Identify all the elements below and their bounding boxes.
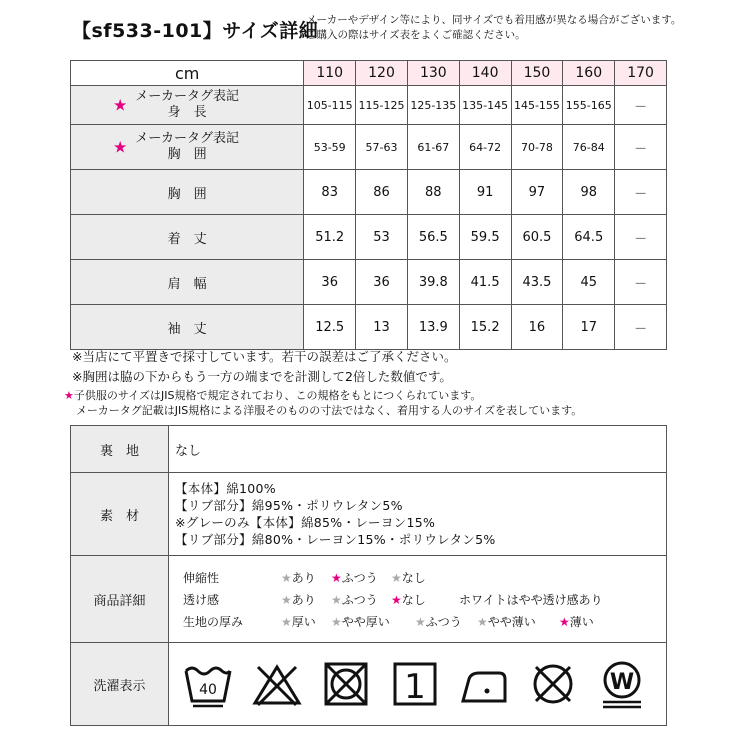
- top-note: メーカーやデザイン等により、同サイズでも着用感が異なる場合がございます。 ご購入の際はサイズ表をよくご確認ください。: [306, 14, 682, 41]
- row-label: ★ メーカータグ表記 胸 囲: [71, 125, 304, 170]
- lining-label: 裏 地: [71, 426, 169, 473]
- star-icon: ★: [391, 592, 402, 607]
- wash-40-icon: [183, 659, 233, 709]
- size-table: [70, 60, 667, 350]
- table-row: ★ メーカータグ表記 胸 囲 53-59 57-63 61-67 64-72 70-78 76-84 －: [71, 125, 667, 170]
- table-row: 袖 丈 12.5 13 13.9 15.2 16 17 －: [71, 305, 667, 350]
- star-icon: ★: [281, 614, 292, 629]
- material-value: 【本体】綿100% 【リブ部分】綿95%・ポリウレタン5% ※グレーのみ【本体】綿85%・レーヨン15% 【リブ部分】綿80%・レーヨン15%・ポリウレタン5%: [169, 473, 667, 556]
- star-icon: ★: [113, 137, 128, 157]
- star-icon: ★: [477, 614, 488, 629]
- star-icon: ★: [331, 570, 342, 585]
- star-icon: ★: [331, 614, 342, 629]
- detail-table: [70, 425, 667, 726]
- star-icon: ★: [113, 95, 128, 115]
- star-icon: ★: [559, 614, 570, 629]
- care-label: 洗濯表示: [71, 643, 169, 726]
- wet-clean-icon: [597, 659, 647, 709]
- size-170: 170: [615, 61, 667, 86]
- stretch-line: 伸縮性 ★あり ★ふつう ★なし: [183, 570, 426, 585]
- page-title: 【sf533-101】サイズ詳細: [72, 20, 319, 42]
- size-120: 120: [356, 61, 408, 86]
- svg-text:40: 40: [199, 682, 217, 698]
- star-icon: ★: [391, 570, 402, 585]
- product-detail-label: 商品詳細: [71, 556, 169, 643]
- line-dry-icon: [390, 659, 440, 709]
- size-header-row: [71, 61, 667, 86]
- star-icon: ★: [281, 570, 292, 585]
- star-icon: ★: [281, 592, 292, 607]
- measurement-notes: ※当店にて平置きで採寸しています。若干の誤差はご了承ください。 ※胸囲は脇の下からもう一方の端までを計測して2倍した数値です。: [72, 349, 457, 384]
- care-icons: [169, 643, 667, 726]
- size-150: 150: [511, 61, 563, 86]
- row-label: ★ メーカータグ表記 身 長: [71, 86, 304, 125]
- size-110: 110: [304, 61, 356, 86]
- product-detail-value: [169, 556, 667, 643]
- sheerness-line: 透け感 ★あり ★ふつう ★なし ホワイトはやや透け感あり: [183, 592, 603, 607]
- jis-notes: ★子供服のサイズはJIS規格で規定されており、この規格をもとにつくられています。 メーカータグ記載はJIS規格による洋服そのものの寸法ではなく、着用する人のサイズを表しています。: [64, 389, 583, 417]
- material-row: [71, 473, 667, 556]
- lining-row: [71, 426, 667, 473]
- lining-value: なし: [169, 426, 667, 473]
- svg-text:W: W: [609, 670, 635, 695]
- table-row: ★ メーカータグ表記 身 長 105-115 115-125 125-135 135-145 145-155 155-165 －: [71, 86, 667, 125]
- size-160: 160: [563, 61, 615, 86]
- unit-cell: cm: [71, 61, 304, 86]
- no-tumble-dry-icon: [321, 659, 371, 709]
- star-icon: ★: [331, 592, 342, 607]
- thickness-line: 生地の厚み ★厚い ★やや厚い ★ふつう ★やや薄い ★薄い: [183, 614, 594, 629]
- star-icon: ★: [415, 614, 426, 629]
- iron-low-icon: [459, 659, 509, 709]
- no-bleach-icon: [252, 659, 302, 709]
- product-detail-row: [71, 556, 667, 643]
- table-row: 肩 幅 36 36 39.8 41.5 43.5 45 －: [71, 260, 667, 305]
- size-140: 140: [459, 61, 511, 86]
- care-row: [71, 643, 667, 726]
- svg-text:1: 1: [404, 667, 426, 707]
- table-row: 着 丈 51.2 53 56.5 59.5 60.5 64.5 －: [71, 215, 667, 260]
- row-label: 肩 幅: [71, 260, 304, 305]
- material-label: 素 材: [71, 473, 169, 556]
- row-label: 着 丈: [71, 215, 304, 260]
- no-dry-clean-icon: [528, 659, 578, 709]
- row-label: 胸 囲: [71, 170, 304, 215]
- row-label: 袖 丈: [71, 305, 304, 350]
- star-icon: ★: [64, 389, 74, 402]
- table-row: 胸 囲 83 86 88 91 97 98 －: [71, 170, 667, 215]
- size-130: 130: [407, 61, 459, 86]
